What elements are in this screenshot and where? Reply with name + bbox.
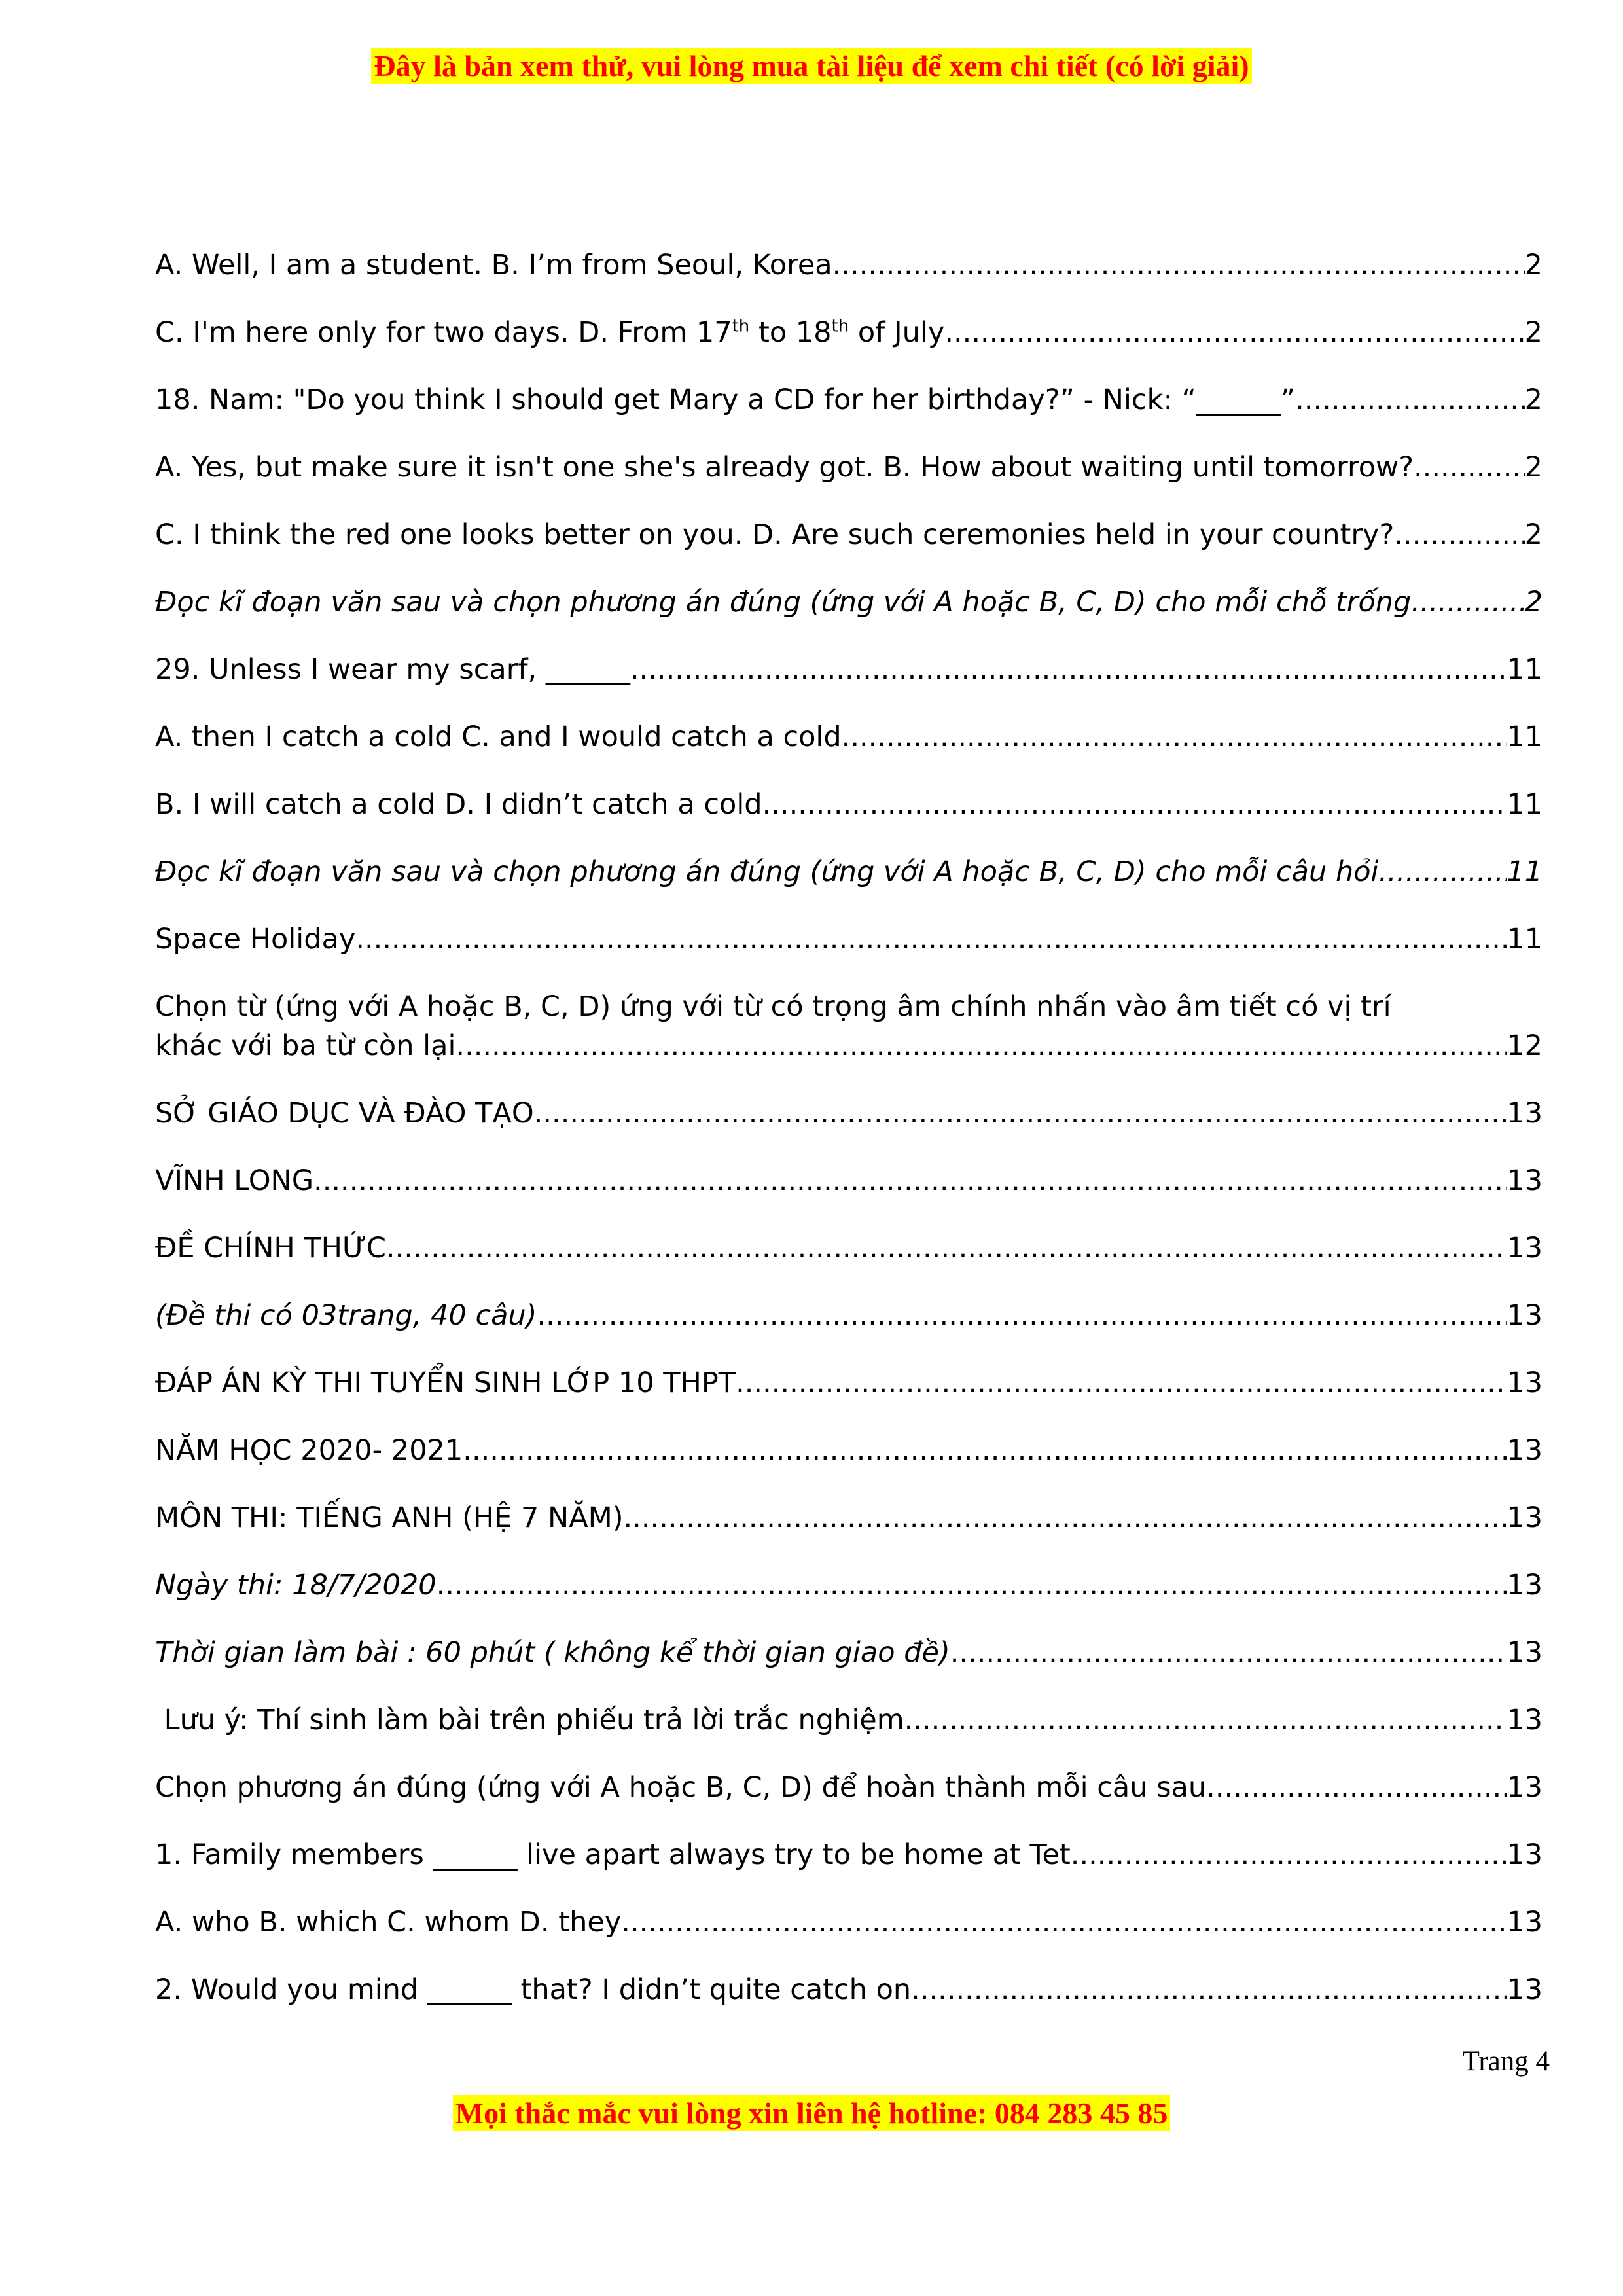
page-number-footer: Trang 4 [1462,2046,1550,2077]
toc-dot-leader [313,1161,1507,1200]
toc-entry[interactable] [155,1498,1543,1537]
toc-page-number: 13 [1507,1367,1543,1399]
toc-entry-text: SỞ GIÁO DỤC VÀ ĐÀO TẠO [155,1097,534,1130]
toc-page-number: 13 [1507,1636,1543,1669]
toc-dot-leader [455,1026,1507,1066]
toc-entry[interactable] [155,920,1543,959]
toc-entry-text: Chọn phương án đúng (ứng với A hoặc B, C, D) để hoàn thành mỗi câu sau. [155,1771,1215,1804]
toc-entry-text: Đọc kĩ đoạn văn sau và chọn phương án đúng (ứng với A hoặc B, C, D) cho mỗi chỗ trống [155,586,1412,619]
toc-entry[interactable] [155,1094,1543,1133]
toc-page-number: 13 [1507,1434,1543,1467]
toc-page-number: 13 [1507,1839,1543,1871]
toc-dot-leader [1394,515,1524,554]
toc-dot-leader [762,785,1507,824]
toc-dot-leader [624,1498,1507,1537]
toc-dot-leader [537,1296,1507,1335]
toc-entry[interactable] [155,1835,1543,1874]
toc-entry[interactable] [155,717,1543,757]
toc-page-number: 2 [1524,316,1543,349]
toc-entry-text: 2. Would you mind ______ that? I didn’t quite catch on. [155,1973,920,2006]
toc-entry-text: A. then I catch a cold C. and I would catch a cold [155,721,842,753]
toc-entry-text: C. I'm here only for two days. D. From 17th to 18th of July [155,316,945,349]
toc-dot-leader [842,717,1507,757]
toc-entry[interactable] [155,1700,1543,1740]
toc-page-number: 11 [1507,788,1543,821]
toc-entry[interactable] [155,380,1543,420]
toc-entry-text: Đọc kĩ đoạn văn sau và chọn phương án đúng (ứng với A hoặc B, C, D) cho mỗi câu hỏi [155,855,1379,888]
toc-entry-text-line1: Chọn từ (ứng với A hoặc B, C, D) ứng với từ có trọng âm chính nhấn vào âm tiết có vị trí [155,990,1391,1023]
toc-entry-text: 18. Nam: "Do you think I should get Mary a CD for her birthday?” - Nick: “______” [155,384,1296,416]
toc-entry-text: B. I will catch a cold D. I didn’t catch a cold [155,788,762,821]
toc-entry[interactable] [155,1768,1543,1807]
toc-dot-leader [463,1431,1507,1470]
toc-page-number: 2 [1524,384,1543,416]
toc-page-number: 13 [1507,1973,1543,2006]
toc-page-number: 11 [1507,923,1543,956]
toc-entry[interactable] [155,1633,1543,1672]
toc-entry[interactable] [155,313,1543,352]
toc-entry-text: A. who B. which C. whom D. they [155,1906,622,1939]
table-of-contents [155,245,1543,2037]
toc-dot-leader [904,1700,1507,1740]
toc-dot-leader [736,1363,1507,1403]
toc-entry-text: 1. Family members ______ live apart always try to be home at Tet. [155,1839,1080,1871]
toc-page-number: 13 [1507,1569,1543,1602]
toc-page-number: 13 [1507,1771,1543,1804]
toc-entry-text: A. Well, I am a student. B. I’m from Seoul, Korea. [155,249,842,281]
toc-entry[interactable] [155,987,1543,1066]
toc-page-number: 11 [1507,653,1543,686]
toc-entry[interactable] [155,583,1543,622]
toc-entry-text: NĂM HỌC 2020- 2021 [155,1434,463,1467]
toc-entry[interactable] [155,1296,1543,1335]
toc-entry-text: MÔN THI: TIẾNG ANH (HỆ 7 NĂM) [155,1501,624,1534]
toc-page-number: 2 [1524,586,1543,619]
toc-entry[interactable] [155,515,1543,554]
toc-dot-leader [534,1094,1507,1133]
toc-dot-leader [1079,1835,1507,1874]
toc-entry[interactable] [155,852,1543,891]
toc-page-number: 13 [1507,1906,1543,1939]
toc-dot-leader [944,313,1524,352]
toc-entry-text: 29. Unless I wear my scarf, ______ [155,653,630,686]
toc-entry-text: khác với ba từ còn lại [155,1030,456,1062]
toc-entry-text: C. I think the red one looks better on you. D. Are such ceremonies held in your country? [155,518,1395,551]
toc-page-number: 12 [1507,1030,1543,1062]
toc-entry[interactable] [155,1431,1543,1470]
toc-entry-text: ĐỀ CHÍNH THỨC [155,1232,386,1265]
toc-page-number: 13 [1507,1704,1543,1736]
toc-entry[interactable] [155,448,1543,487]
toc-entry-text: Thời gian làm bài : 60 phút ( không kể thời gian giao đề) [155,1636,950,1669]
toc-entry[interactable] [155,1903,1543,1942]
hotline-text: Mọi thắc mắc vui lòng xin liên hệ hotline: 084 283 45 85 [453,2095,1171,2131]
toc-dot-leader [1411,583,1524,622]
toc-dot-leader [437,1566,1507,1605]
toc-page-number: 2 [1524,451,1543,484]
toc-entry-text: Lưu ý: Thí sinh làm bài trên phiếu trả lời trắc nghiệm [155,1704,904,1736]
toc-page-number: 11 [1507,855,1543,888]
toc-page-number: 13 [1507,1299,1543,1332]
toc-dot-leader [950,1633,1507,1672]
toc-entry-text: ĐÁP ÁN KỲ THI TUYỂN SINH LỚP 10 THPT [155,1367,736,1399]
toc-entry-text: A. Yes, but make sure it isn't one she's already got. B. How about waiting until tomorrow? [155,451,1414,484]
toc-entry[interactable] [155,1229,1543,1268]
toc-dot-leader [1295,380,1524,420]
toc-page-number: 13 [1507,1097,1543,1130]
hotline-banner [0,2096,1623,2130]
toc-entry-text: VĨNH LONG [155,1164,314,1197]
toc-dot-leader [1215,1768,1507,1807]
toc-dot-leader [386,1229,1507,1268]
preview-notice-banner [0,48,1623,83]
toc-page-number: 13 [1507,1232,1543,1265]
toc-entry-text: Ngày thi: 18/7/2020 [155,1569,437,1602]
toc-page-number: 13 [1507,1164,1543,1197]
toc-entry-text: (Đề thi có 03trang, 40 câu) [155,1299,537,1332]
toc-page-number: 11 [1507,721,1543,753]
toc-page-number: 2 [1524,518,1543,551]
toc-page-number: 13 [1507,1501,1543,1534]
toc-entry[interactable] [155,1363,1543,1403]
toc-dot-leader [920,1970,1507,2009]
preview-notice-text: Đây là bản xem thử, vui lòng mua tài liệu để xem chi tiết (có lời giải) [371,48,1251,84]
toc-dot-leader [621,1903,1507,1942]
toc-page-number: 2 [1524,249,1543,281]
toc-entry[interactable] [155,245,1543,285]
toc-dot-leader [355,920,1507,959]
toc-entry[interactable] [155,1970,1543,2009]
toc-entry[interactable] [155,1161,1543,1200]
toc-dot-leader [630,650,1507,689]
toc-entry-text: Space Holiday [155,923,356,956]
toc-dot-leader [841,245,1524,285]
toc-dot-leader [1414,448,1525,487]
toc-entry[interactable] [155,785,1543,824]
toc-entry[interactable] [155,1566,1543,1605]
toc-entry[interactable] [155,650,1543,689]
toc-dot-leader [1378,852,1507,891]
